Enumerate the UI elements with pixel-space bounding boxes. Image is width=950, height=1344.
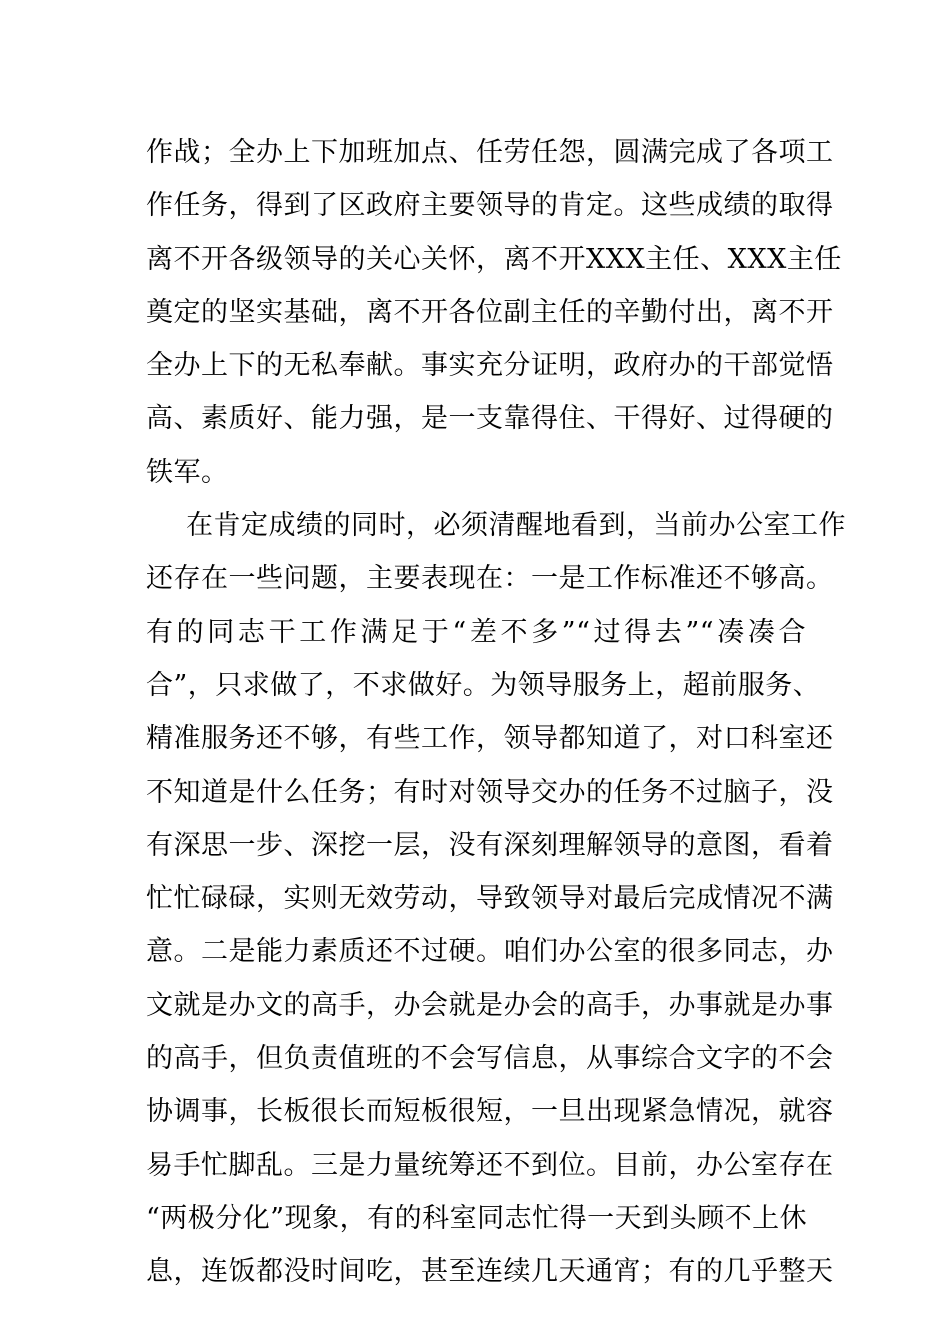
text-line: 合”，只求做了，不求做好。为领导服务上，超前服务、 [146,669,821,701]
text-line: 全办上下的无私奉献。事实充分证明，政府办的干部觉悟 [146,350,834,382]
text-line: 有深思一步、深挖一层，没有深刻理解领导的意图，看着 [146,829,834,861]
text-line: 意。二是能力素质还不过硬。咱们办公室的很多同志，办 [146,936,834,968]
text-line: 不知道是什么任务；有时对领导交办的任务不过脑子，没 [146,776,834,808]
text-line: 易手忙脚乱。三是力量统筹还不到位。目前，办公室存在 [146,1149,834,1181]
text-line: 高、素质好、能力强，是一支靠得住、干得好、过得硬的 [146,403,834,435]
text-line: 铁军。 [146,456,229,488]
paragraph-start-line: 在肯定成绩的同时，必须清醒地看到，当前办公室工作 [186,510,846,542]
text-line: 文就是办文的高手，办会就是办会的高手，办事就是办事 [146,989,834,1021]
document-body [146,126,846,1299]
text-line: 协调事，长板很长而短板很短，一旦出现紧急情况，就容 [146,1096,834,1128]
text-line: 离不开各级领导的关心关怀，离不开XXX主任、XXX主任 [146,243,842,275]
text-line: 精准服务还不够，有些工作，领导都知道了，对口科室还 [146,723,834,755]
text-line: 奠定的坚实基础，离不开各位副主任的辛勤付出，离不开 [146,296,834,328]
text-line: 作任务，得到了区政府主要领导的肯定。这些成绩的取得 [146,190,834,222]
text-line: 作战；全办上下加班加点、任劳任怨，圆满完成了各项工 [146,137,834,168]
text-line: 忙忙碌碌，实则无效劳动，导致领导对最后完成情况不满 [146,883,834,915]
text-line: 还存在一些问题，主要表现在：一是工作标准还不够高。 [146,563,834,595]
text-line: 的高手，但负责值班的不会写信息，从事综合文字的不会 [146,1043,834,1075]
text-line: 息，连饭都没时间吃，甚至连续几天通宵；有的几乎整天 [146,1256,834,1288]
text-line: 有的同志干工作满足于“差不多”“过得去”“凑凑合 [146,616,806,648]
text-line: “两极分化”现象，有的科室同志忙得一天到头顾不上休 [146,1202,808,1234]
